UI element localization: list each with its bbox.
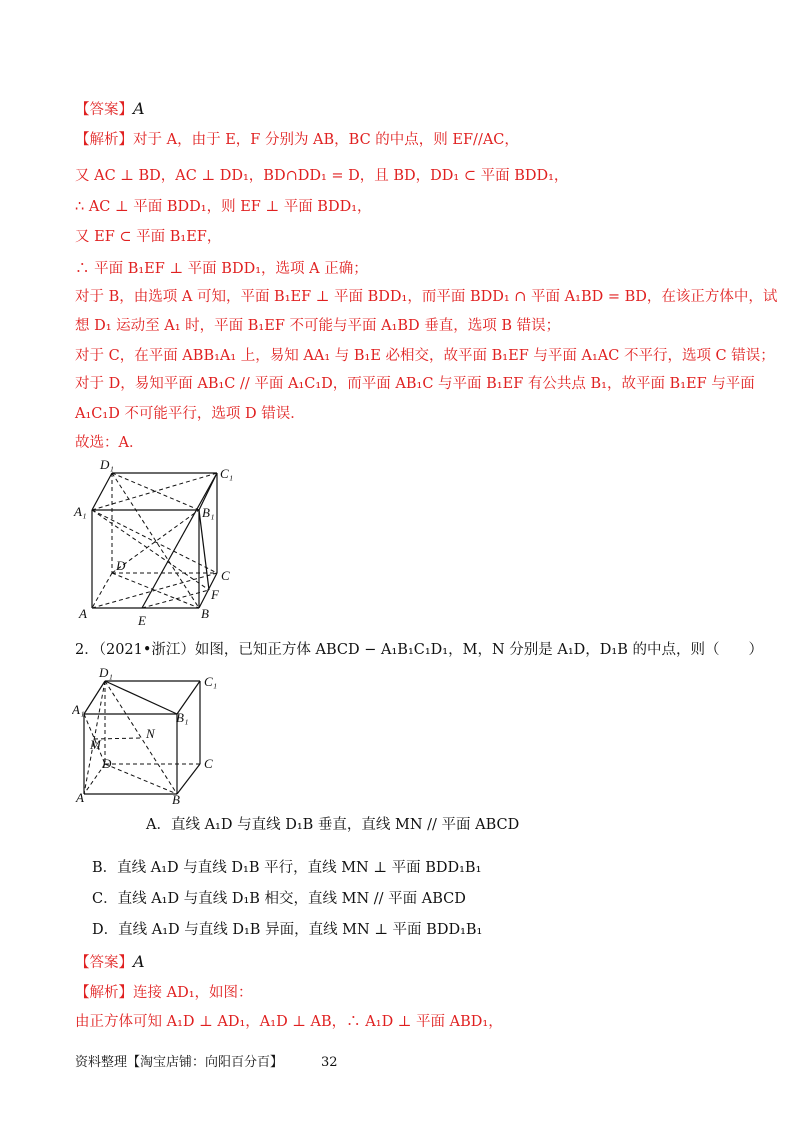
label-B: B (201, 606, 209, 621)
analysis-line-5: ∴ 平面 B₁EF ⊥ 平面 BDD₁，选项 A 正确； (75, 261, 368, 277)
analysis-line-9: 对于 D，易知平面 AB₁C // 平面 A₁C₁D，而平面 AB₁C 与平面 B₁EF 有公共点 B₁，故平面 B₁EF 与平面 (75, 376, 755, 392)
analysis-line-4: 又 EF ⊂ 平面 B₁EF， (75, 229, 222, 245)
answer-line-1 (75, 99, 145, 120)
analysis-tag: 【解析】 (75, 132, 133, 148)
label-A: A (79, 606, 87, 621)
question-2: 2．（2021•浙江）如图，已知正方体 ABCD − A₁B₁C₁D₁，M，N 分别是 A₁D，D₁B 的中点，则（ ） (75, 642, 763, 658)
label-A1: A₁ (74, 504, 87, 519)
cube-figure-1 (72, 458, 247, 634)
analysis-tag: 【解析】 (75, 985, 133, 1001)
label-F: F (211, 587, 219, 602)
label-B1: B₁ (176, 710, 189, 725)
analysis2-line-1 (75, 983, 253, 1003)
label-D: D (102, 756, 112, 771)
answer-tag: 【答案】 (75, 955, 133, 971)
label-N: N (146, 726, 155, 741)
analysis-line-2: 又 AC ⊥ BD，AC ⊥ DD₁，BD∩DD₁ = D，且 BD，DD₁ ⊂ 平面 BDD₁， (75, 168, 569, 184)
label-C: C (221, 568, 230, 583)
analysis-line-7: 想 D₁ 运动至 A₁ 时，平面 B₁EF 不可能与平面 A₁BD 垂直，选项 B 错误； (75, 318, 561, 334)
page-footer (75, 1051, 338, 1070)
answer-value: A (133, 952, 145, 971)
label-E: E (138, 613, 146, 628)
page-number: 32 (321, 1055, 338, 1070)
analysis2-line-2: 由正方体可知 A₁D ⊥ AD₁，A₁D ⊥ AB，∴ A₁D ⊥ 平面 ABD₁， (75, 1014, 503, 1030)
answer-tag: 【答案】 (75, 102, 133, 118)
analysis-line-6: 对于 B，由选项 A 可知，平面 B₁EF ⊥ 平面 BDD₁，而平面 BDD₁ ∩ 平面 A₁BD = BD，在该正方体中，试 (75, 289, 778, 305)
cube-figure-2 (72, 666, 232, 810)
analysis-text: 对于 A，由于 E，F 分别为 AB，BC 的中点，则 EF//AC， (133, 132, 519, 148)
label-C1: C₁ (220, 466, 234, 481)
label-M: M (90, 737, 101, 752)
option-a: A．直线 A₁D 与直线 D₁B 垂直，直线 MN // 平面 ABCD (146, 817, 520, 833)
analysis-line-10: A₁C₁D 不可能平行，选项 D 错误． (75, 406, 305, 422)
footer-source: 资料整理【淘宝店铺：向阳百分百】 (75, 1055, 284, 1070)
answer-value: A (133, 99, 145, 118)
answer-line-2 (75, 952, 145, 973)
label-D1: D₁ (100, 458, 114, 472)
label-B1: B₁ (202, 505, 215, 520)
label-D1: D₁ (99, 666, 113, 680)
option-c: C．直线 A₁D 与直线 D₁B 相交，直线 MN // 平面 ABCD (92, 891, 466, 907)
label-A1: A₁ (72, 702, 85, 717)
label-D: D (116, 558, 126, 573)
analysis-line-8: 对于 C，在平面 ABB₁A₁ 上，易知 AA₁ 与 B₁E 必相交，故平面 B₁EF 与平面 A₁AC 不平行，选项 C 错误； (75, 348, 775, 364)
analysis-line-1 (75, 130, 519, 150)
option-d: D．直线 A₁D 与直线 D₁B 异面，直线 MN ⊥ 平面 BDD₁B₁ (92, 922, 483, 938)
option-b: B．直线 A₁D 与直线 D₁B 平行，直线 MN ⊥ 平面 BDD₁B₁ (92, 860, 482, 876)
analysis-line-11: 故选：A． (75, 435, 144, 451)
label-B: B (172, 792, 180, 806)
analysis-text: 连接 AD₁，如图： (133, 985, 253, 1001)
label-C: C (204, 756, 213, 771)
label-C1: C₁ (204, 674, 218, 689)
label-A: A (76, 790, 84, 805)
analysis-line-3: ∴ AC ⊥ 平面 BDD₁，则 EF ⊥ 平面 BDD₁， (75, 199, 372, 215)
